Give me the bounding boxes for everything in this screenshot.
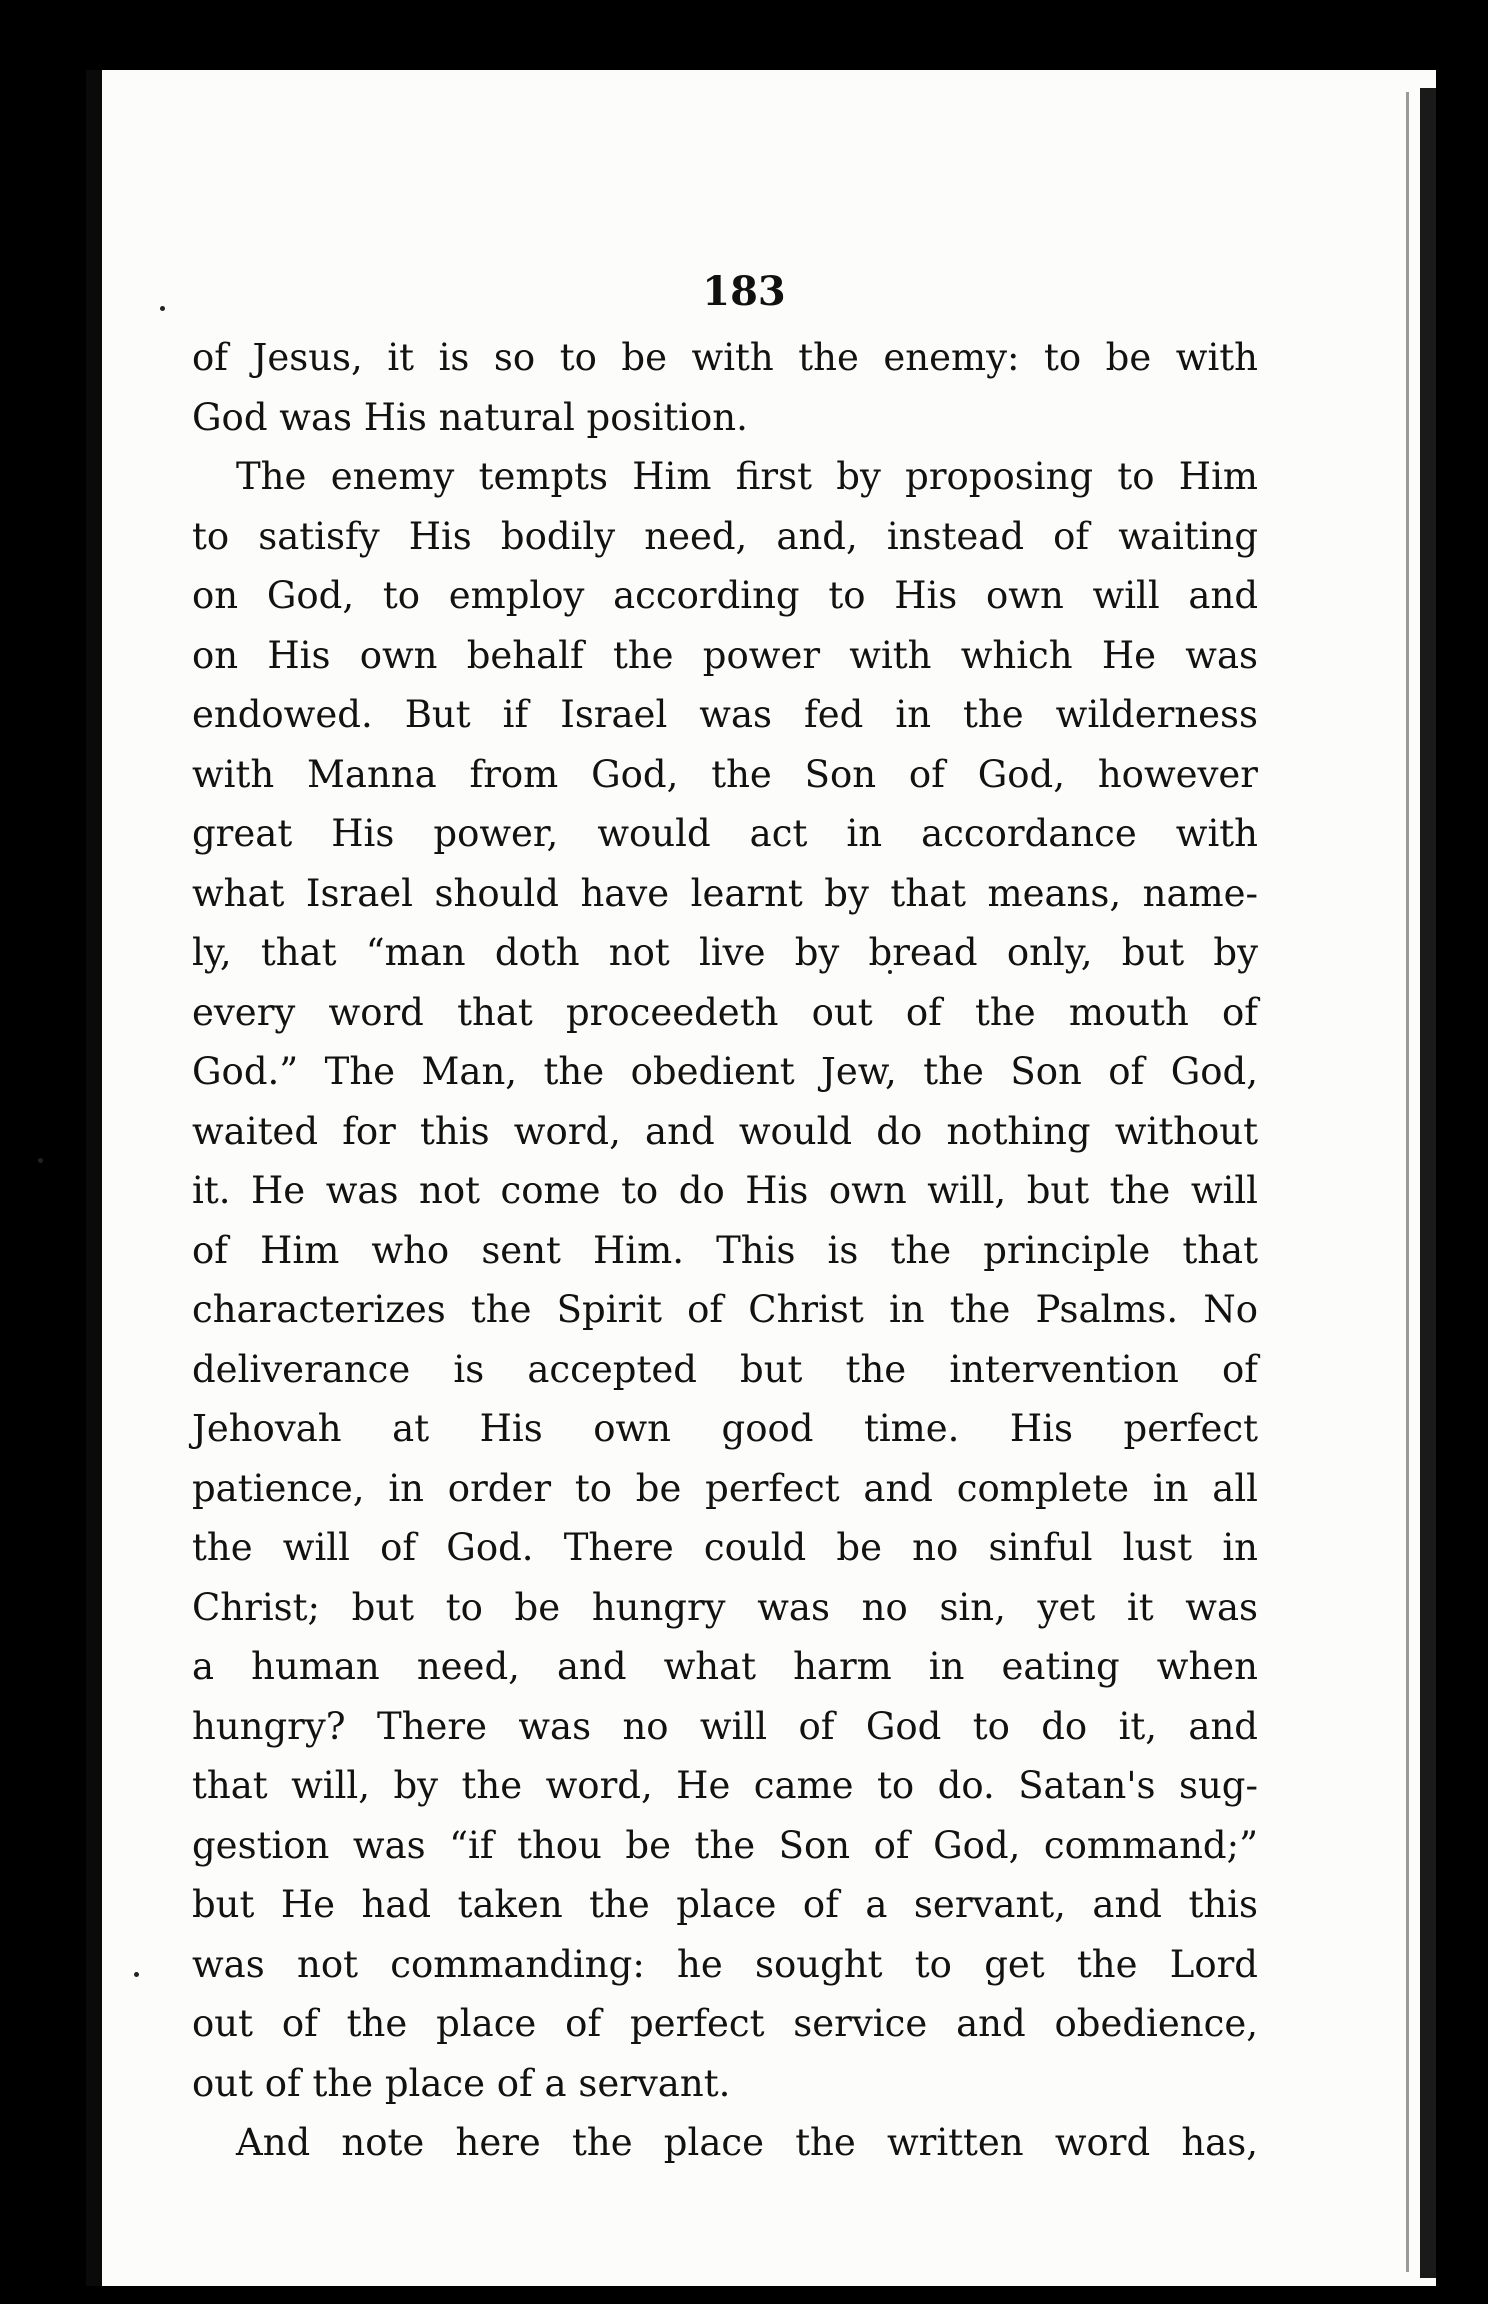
text-line: what Israel should have learnt by that means, name- <box>192 871 1258 915</box>
text-line: on His own behalf the power with which He was <box>192 633 1258 677</box>
text-line: of Him who sent Him. This is the principle that <box>192 1228 1258 1272</box>
text-line: was not commanding: he sought to get the Lord <box>192 1942 1258 1986</box>
left-page-border <box>86 70 102 2286</box>
text-line: out of the place of a servant. <box>192 2061 731 2105</box>
text-line: to satisfy His bodily need, and, instead of waiting <box>192 514 1258 558</box>
text-line: it. He was not come to do His own will, but the will <box>192 1169 1258 1212</box>
text-line: The enemy tempts Him first by proposing to Him <box>236 455 1258 498</box>
text-line: but He had taken the place of a servant, and this <box>192 1883 1258 1926</box>
body-text <box>192 328 1258 2173</box>
text-line: gestion was “if thou be the Son of God, command;” <box>192 1823 1258 1867</box>
text-line: great His power, would act in accordance with <box>192 812 1258 855</box>
page-number: 183 <box>702 268 786 315</box>
text-line: the will of God. There could be no sinful lust in <box>192 1526 1258 1569</box>
text-line: deliverance is accepted but the intervention of <box>192 1347 1258 1391</box>
text-line: endowed. But if Israel was fed in the wilderness <box>192 693 1258 736</box>
text-line: hungry? There was no will of God to do it, and <box>192 1704 1258 1748</box>
ink-speck <box>134 1972 139 1977</box>
text-line: And note here the place the written word has, <box>236 2121 1258 2164</box>
ink-speck <box>38 1158 43 1163</box>
text-line: a human need, and what harm in eating when <box>192 1645 1258 1688</box>
text-line: out of the place of perfect service and obedience, <box>192 2002 1258 2045</box>
text-line: ly, that “man doth not live by bread only, but by <box>192 931 1258 974</box>
right-page-border <box>1420 88 1436 2278</box>
text-line: patience, in order to be perfect and complete in all <box>192 1466 1258 1510</box>
text-line: characterizes the Spirit of Christ in the Psalms. No <box>192 1288 1258 1331</box>
text-line: Jehovah at His own good time. His perfect <box>192 1407 1258 1450</box>
text-line: with Manna from God, the Son of God, however <box>192 752 1258 796</box>
text-line: God was His natural position. <box>192 395 748 439</box>
text-line: of Jesus, it is so to be with the enemy: to be with <box>192 336 1258 379</box>
text-line: every word that proceedeth out of the mouth of <box>192 990 1258 1034</box>
right-page-edge-shadow <box>1406 92 1409 2272</box>
text-line: God.” The Man, the obedient Jew, the Son of God, <box>192 1050 1258 1093</box>
text-line: that will, by the word, He came to do. Satan's sug- <box>192 1764 1258 1807</box>
text-line: waited for this word, and would do nothing without <box>192 1109 1258 1153</box>
text-line: Christ; but to be hungry was no sin, yet it was <box>192 1585 1258 1629</box>
text-line: on God, to employ according to His own will and <box>192 574 1258 617</box>
